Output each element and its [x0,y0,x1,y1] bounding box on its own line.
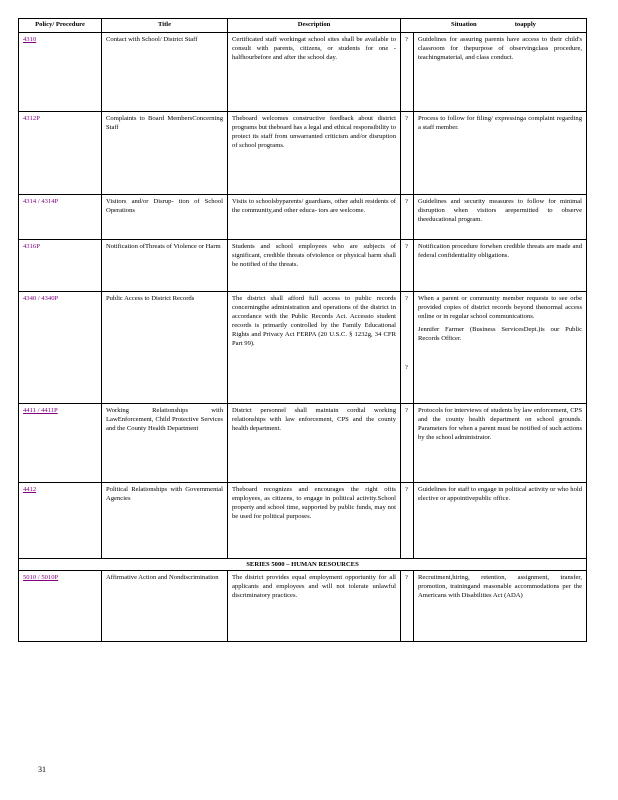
bullet-symbol: ? [401,570,414,641]
bullet-symbol: ? [401,194,414,239]
policy-link[interactable]: 4310 [23,35,37,43]
policy-code-cell: 4312P [19,111,102,194]
bullet-symbol: ? [401,111,414,194]
policy-situation: Jennifer Farmer (Business ServicesDept.)is our Public Records Officer. [418,325,583,342]
policy-code-cell [19,570,102,641]
header-situation [401,19,587,33]
bullet-symbol-column [401,291,414,403]
policy-link[interactable]: 4412 [23,485,37,493]
header-situation-b: toapply [514,21,536,28]
policy-description: Theboard welcomes constructive feedback about district programs but theboard has a legal and ethical responsibility to protect its staff from unwarranted criticism and/or disruption of school programs. [228,111,401,194]
table-header-row [19,19,587,33]
policy-situation: Notification procedure forwhen credible threats are made and federal confidentiality obligations. [414,239,587,291]
policy-code-cell: 4314 / 4314P [19,194,102,239]
page-number: 31 [38,765,46,774]
policy-situation: Guidelines for assuring parents have access to their child's classroom for thepurpose of observingclass procedure, teachingmaterial, and class conduct. [414,32,587,111]
policy-title: Complaints to Board MembersConcerning Staff [102,111,228,194]
header-title: Title [102,19,228,33]
policy-situation: Process to follow for filing/ expressinga complaint regarding a staff member. [414,111,587,194]
policy-title: Working Relationships with LawEnforcement, Child Protective Services and the County Health Department [102,403,228,482]
policy-title: Political Relationships with Governmental Agencies [102,482,228,558]
policy-description: Theboard recognizes and encourages the right ofits employees, as citizens, to engage in political activity.School property and school time, supported by public funds, may not be used for political purposes. [228,482,401,558]
policy-situation: When a parent or community member requests to see orbe provided copies of district records beyond thenormal access online or in regular school communications. [418,294,583,320]
policy-situation: Guidelines and security measures to follow for minimal disruption when visitors arepermitted to observe theeducational program. [414,194,587,239]
policy-title: Affirmative Action and Nondiscrimination [102,570,228,641]
bullet-symbol: ? [401,32,414,111]
policy-code-cell [19,32,102,111]
table-row [19,194,587,239]
policy-situation: Recruitment,hiring, retention, assignment, transfer, promotion, trainingand reasonable accommodations per the Americans with Disabilities Act (ADA) [414,570,587,641]
policy-table [18,18,587,642]
policy-link[interactable]: 4411 / 4411P [23,406,58,414]
bullet-symbol: ? [405,294,408,302]
bullet-symbol: ? [401,482,414,558]
policy-title: Contact with School/ District Staff [102,32,228,111]
table-row [19,403,587,482]
policy-description: Students and school employees who are subjects of significant, credible threats ofviolence or physical harm shall be notified of the threats. [228,239,401,291]
table-row [19,291,587,403]
header-policy: Policy/ Procedure [19,19,102,33]
policy-description: Visits to schoolsbyparents/ guardians, other adult residents of the community,and other educa- tors are welcome. [228,194,401,239]
policy-description: The district provides equal employment opportunity for all applicants and employees and will not tolerate unlawful discriminatory practices. [228,570,401,641]
header-situation-a: Situation [451,21,477,28]
policy-title: Public Access to District Records [102,291,228,403]
policy-description: The district shall afford full access to public records concerningthe administration and operations of the district in accordance with the Public Records Act. Accessto student records is primarily controlled by the Family Educational Rights and Privacy Act FERPA (20 U.S.C. § 1232g, 34 CFR Part 99). [228,291,401,403]
bullet-symbol: ? [401,403,414,482]
policy-code-cell: 4340 / 4340P [19,291,102,403]
table-row [19,111,587,194]
bullet-symbol: ? [405,363,408,371]
policy-situation-cell [414,291,587,403]
bullet-symbol: ? [401,239,414,291]
policy-code-cell [19,403,102,482]
policy-description: Certificated staff workingat school sites shall be available to consult with parents, citizens, or students for one - halfhourbefore and after the school day. [228,32,401,111]
policy-description: District personnel shall maintain cordial working relationships with law enforcement, CPS and the county health department. [228,403,401,482]
policy-code-cell [19,482,102,558]
table-row [19,32,587,111]
policy-link[interactable]: 5010 / 5010P [23,573,59,581]
policy-situation: Guidelines for staff to engage in political activity or who hold elective or appointivepublic office. [414,482,587,558]
table-row [19,239,587,291]
series-heading: SERIES 5000 – HUMAN RESOURCES [19,558,587,570]
table-row [19,570,587,641]
table-row [19,482,587,558]
header-description: Description [228,19,401,33]
policy-title: Notification ofThreats of Violence or Harm [102,239,228,291]
policy-title: Visitors and/or Disrup- tion of School Operations [102,194,228,239]
policy-situation: Protocols for interviews of students by law enforcement, CPS and the county health department on school grounds. Parameters for when a parent must be notified of such actions by the school administrator. [414,403,587,482]
series-heading-row [19,558,587,570]
policy-code-cell: 4316P [19,239,102,291]
